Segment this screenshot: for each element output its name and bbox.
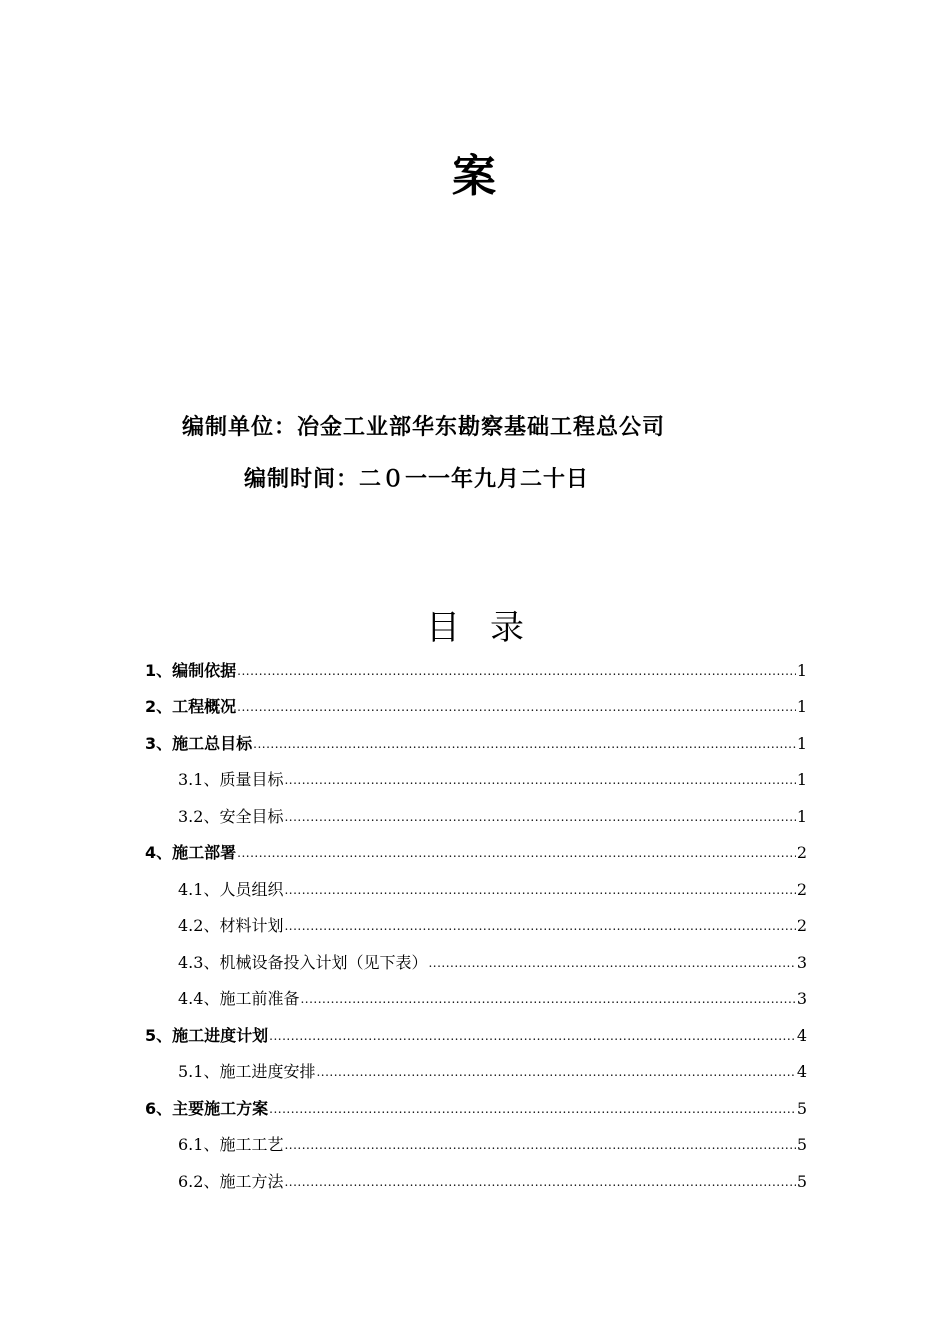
toc-entry[interactable] xyxy=(145,863,807,900)
toc-entry[interactable] xyxy=(145,1155,807,1192)
toc-entry-label: 4.2、材料计划 xyxy=(178,916,284,935)
compiling-unit: 编制单位：冶金工业部华东勘察基础工程总公司 xyxy=(182,415,666,440)
toc-dot-leader xyxy=(284,807,795,827)
toc-entry[interactable] xyxy=(145,827,807,864)
toc-entry-label: 4、施工部署 xyxy=(145,843,237,862)
toc-entry-page: 1 xyxy=(796,660,807,680)
cover-title: 案 xyxy=(452,151,498,202)
toc-dot-leader xyxy=(237,661,796,681)
toc-entry-page: 1 xyxy=(796,697,807,716)
toc-entry-page: 4 xyxy=(796,1025,807,1045)
toc-entry-page: 5 xyxy=(796,1098,807,1118)
toc-entry[interactable] xyxy=(145,900,807,937)
toc-entry-page: 1 xyxy=(796,806,807,826)
toc-entry-label: 6、主要施工方案 xyxy=(145,1098,269,1118)
toc-dot-leader xyxy=(253,734,796,754)
toc-entry-label: 3.1、质量目标 xyxy=(178,770,284,789)
toc-dot-leader xyxy=(428,953,795,973)
toc-dot-leader xyxy=(237,697,796,717)
toc-dot-leader xyxy=(237,843,796,863)
toc-entry-label: 5.1、施工进度安排 xyxy=(178,1062,316,1081)
toc-entry-label: 4.1、人员组织 xyxy=(178,879,284,899)
toc-entry[interactable] xyxy=(145,1082,807,1119)
toc-entry[interactable] xyxy=(145,717,807,754)
toc-entry[interactable] xyxy=(145,681,807,718)
toc-entry-label: 4.4、施工前准备 xyxy=(178,989,300,1008)
toc-entry[interactable] xyxy=(145,1009,807,1046)
toc-entry-label: 3、施工总目标 xyxy=(145,733,253,753)
compiling-date: 编制时间：二０一一年九月二十日 xyxy=(244,467,590,492)
table-of-contents xyxy=(145,644,807,1192)
toc-entry[interactable] xyxy=(145,936,807,973)
toc-dot-leader xyxy=(284,916,795,936)
toc-entry[interactable] xyxy=(145,754,807,791)
toc-entry-label: 4.3、机械设备投入计划（见下表） xyxy=(178,952,428,972)
toc-entry-page: 1 xyxy=(796,770,807,789)
toc-entry-page: 2 xyxy=(796,916,807,935)
toc-entry-page: 4 xyxy=(796,1062,807,1081)
toc-dot-leader xyxy=(269,1099,796,1119)
toc-dot-leader xyxy=(284,770,795,790)
toc-heading: 目录 xyxy=(426,608,554,648)
toc-entry-label: 2、工程概况 xyxy=(145,697,237,716)
toc-entry-page: 3 xyxy=(796,952,807,972)
toc-entry-page: 5 xyxy=(796,1135,807,1154)
toc-entry-label: 6.1、施工工艺 xyxy=(178,1135,284,1154)
toc-entry-page: 1 xyxy=(796,733,807,753)
toc-entry-page: 3 xyxy=(796,989,807,1008)
toc-entry-label: 1、编制依据 xyxy=(145,660,237,680)
toc-dot-leader xyxy=(284,1172,795,1192)
toc-entry[interactable] xyxy=(145,790,807,827)
toc-dot-leader xyxy=(300,989,795,1009)
toc-entry[interactable] xyxy=(145,1046,807,1083)
toc-dot-leader xyxy=(284,880,795,900)
toc-entry[interactable] xyxy=(145,1119,807,1156)
toc-dot-leader xyxy=(284,1135,795,1155)
toc-entry-label: 3.2、安全目标 xyxy=(178,806,284,826)
toc-dot-leader xyxy=(269,1026,796,1046)
toc-dot-leader xyxy=(316,1062,795,1082)
toc-entry-page: 2 xyxy=(796,843,807,862)
toc-entry[interactable] xyxy=(145,973,807,1010)
toc-entry-page: 2 xyxy=(796,879,807,899)
toc-entry-page: 5 xyxy=(796,1171,807,1191)
toc-entry-label: 5、施工进度计划 xyxy=(145,1025,269,1045)
toc-entry-label: 6.2、施工方法 xyxy=(178,1171,284,1191)
toc-entry[interactable] xyxy=(145,644,807,681)
